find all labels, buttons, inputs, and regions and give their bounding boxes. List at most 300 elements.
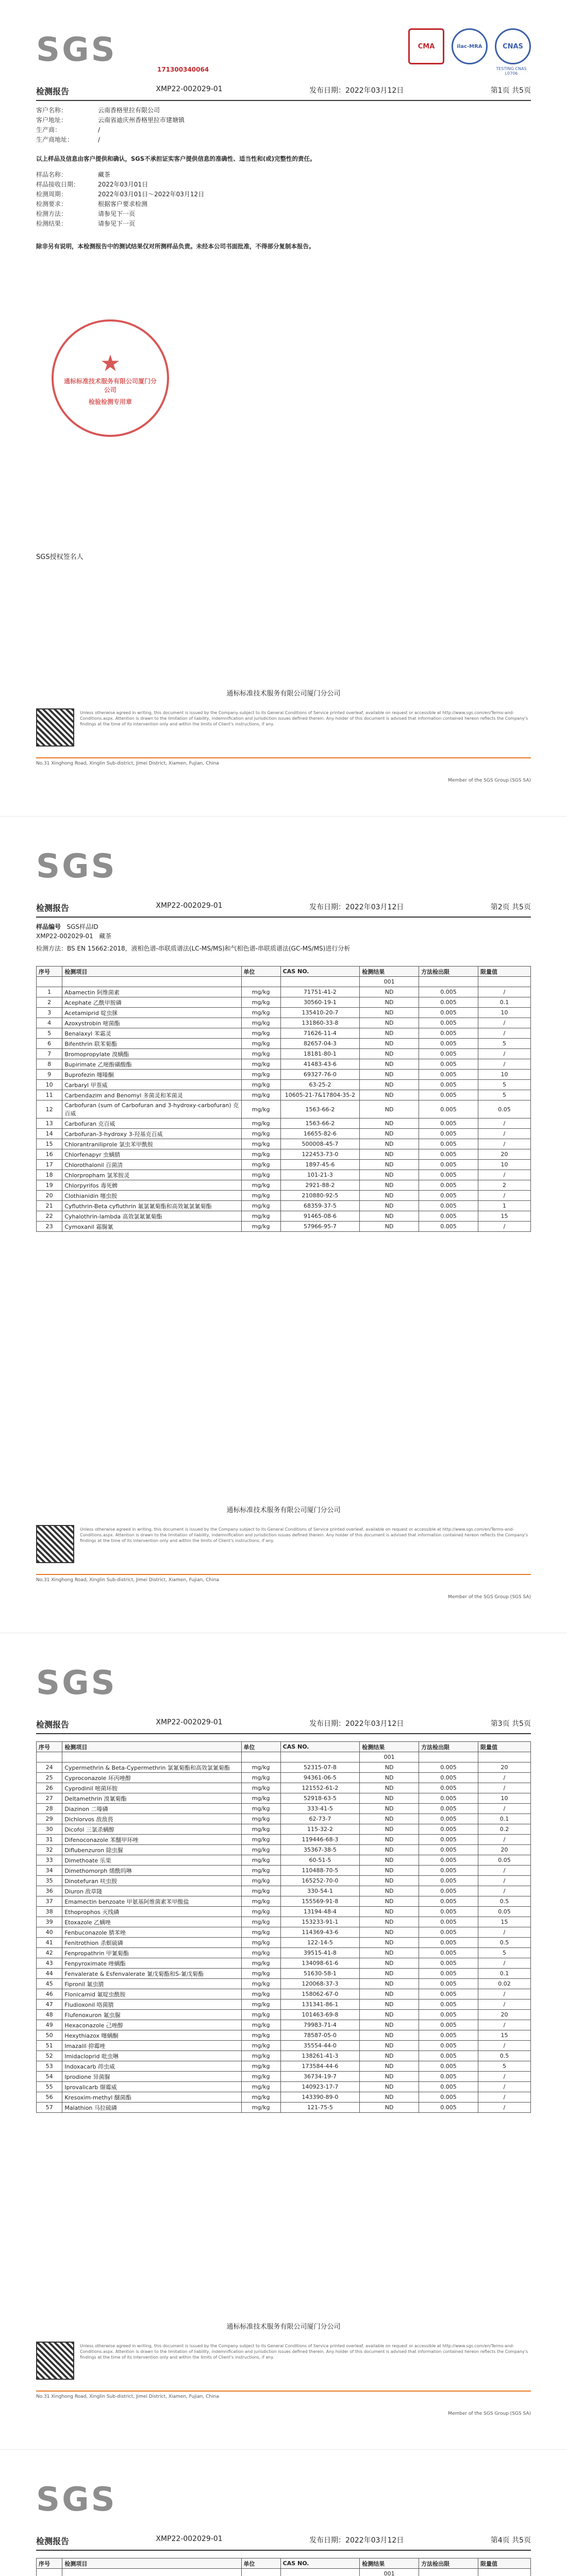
table-cell: ND — [360, 2061, 419, 2072]
table-cell: / — [478, 1049, 530, 1059]
table-cell: 121552-61-2 — [280, 1783, 360, 1793]
table-cell: 15 — [37, 1139, 62, 1149]
table-cell: / — [478, 2041, 530, 2051]
table-cell: Emamectin benzoate 甲氨基阿维菌素苯甲酸盐 — [62, 1896, 241, 1907]
table-cell: ND — [360, 2041, 419, 2051]
table-cell: 10 — [478, 1070, 530, 1080]
table-cell: Fipronil 氟虫腈 — [62, 1979, 241, 1989]
table-cell: 48 — [37, 2010, 62, 2020]
table-cell: 140923-17-7 — [280, 2082, 360, 2092]
table-cell: Cyfluthrin-Beta cyfluthrin 氟氯氰菊酯和高效氟氯氰菊酯 — [62, 1201, 241, 1211]
table-cell: ND — [360, 1969, 419, 1979]
footer-rule — [36, 757, 531, 758]
table-row — [37, 1783, 531, 1793]
table-cell: 0.5 — [478, 1896, 530, 1907]
table-cell: 57966-95-7 — [280, 1222, 360, 1232]
table-cell: 0.005 — [419, 2061, 478, 2072]
table-cell: 131860-33-8 — [280, 1018, 360, 1028]
qr-code-icon — [36, 2342, 74, 2380]
table-cell: 15 — [478, 1917, 530, 1927]
subheader-cell — [478, 1752, 530, 1762]
cma-mark-icon: CMA — [408, 28, 444, 64]
table-cell: mg/kg — [241, 2061, 280, 2072]
table-cell: ND — [360, 1191, 419, 1201]
table-row — [37, 1129, 531, 1139]
col-header-item: 检测项目 — [62, 967, 241, 977]
table-row — [37, 2103, 531, 2113]
report-date: 发布日期：2022年03月12日 — [309, 2536, 404, 2545]
table-row — [37, 1896, 531, 1907]
table-cell: mg/kg — [241, 1793, 280, 1804]
table-header-row — [37, 1742, 531, 1752]
field-key: 生产商： — [36, 126, 61, 133]
table-row — [37, 1845, 531, 1855]
table-cell: / — [478, 1783, 530, 1793]
authorized-signature: SGS授权签名人 — [36, 553, 84, 561]
table-cell: mg/kg — [241, 1129, 280, 1139]
table-cell: 5 — [478, 1090, 530, 1100]
table-cell: 138261-41-3 — [280, 2051, 360, 2061]
table-cell: 60-51-5 — [280, 1855, 360, 1866]
table-cell: Chlorfenapyr 虫螨腈 — [62, 1149, 241, 1160]
table-cell: / — [478, 1222, 530, 1232]
table-cell: 0.005 — [419, 1948, 478, 1958]
subheader-cell: 001 — [360, 2569, 419, 2576]
col-header-unit: 单位 — [241, 2558, 280, 2569]
report-title: 检测报告 — [36, 903, 70, 913]
table-cell: / — [478, 1191, 530, 1201]
table-cell: 10605-21-7&17804-35-2 — [280, 1090, 360, 1100]
field-value: 根据客户要求检测 — [98, 200, 148, 208]
table-cell: 9 — [37, 1070, 62, 1080]
table-cell: 0.005 — [419, 2020, 478, 2030]
results-table-3 — [36, 2558, 531, 2576]
table-cell: mg/kg — [241, 2010, 280, 2020]
table-cell: 0.005 — [419, 1018, 478, 1028]
footer-address: No.31 Xinghong Road, Xinglin Sub-district, Jimei District, Xiamen, Fujian, China — [36, 2394, 219, 2399]
table-cell: Difenoconazole 苯醚甲环唑 — [62, 1835, 241, 1845]
table-cell: 0.005 — [419, 1028, 478, 1039]
table-cell: Cyprodinil 嘧菌环胺 — [62, 1783, 241, 1793]
table-cell: 0.5 — [478, 1938, 530, 1948]
table-cell: ND — [360, 1927, 419, 1938]
table-row — [37, 987, 531, 997]
table-cell: Hexythiazox 噻螨酮 — [62, 2030, 241, 2041]
col-header-cas: CAS NO. — [280, 2558, 360, 2569]
table-cell: / — [478, 2092, 530, 2103]
table-cell: 330-54-1 — [280, 1886, 360, 1896]
table-cell: / — [478, 1804, 530, 1814]
table-cell: 14 — [37, 1129, 62, 1139]
table-cell: 42 — [37, 1948, 62, 1958]
table-cell: 26 — [37, 1783, 62, 1793]
terms-fineprint: Unless otherwise agreed in writing, this document is issued by the Company subject to its General Conditions of Service printed overleaf, available on request or accessible at http://www.sgs.com/en/Terms-and-Conditions.aspx. Attention is drawn to the limitation of liability, indemnification and jurisdiction issues defined therein. Any holder of this document is advised that information contained hereon reflects the Company's findings at the time of its intervention only and within the limits of Client's instructions, if any. — [80, 1527, 528, 1543]
table-cell: 0.005 — [419, 1211, 478, 1222]
table-cell: ND — [360, 1835, 419, 1845]
table-row — [37, 1855, 531, 1866]
table-cell: 32 — [37, 1845, 62, 1855]
table-cell: 56 — [37, 2092, 62, 2103]
table-cell: ND — [360, 1958, 419, 1969]
table-cell: 0.005 — [419, 2041, 478, 2051]
table-cell: mg/kg — [241, 1201, 280, 1211]
table-cell: 12 — [37, 1100, 62, 1118]
table-cell: 36 — [37, 1886, 62, 1896]
sgs-member-note: Member of the SGS Group (SGS SA) — [448, 1595, 531, 1600]
terms-fineprint: Unless otherwise agreed in writing, this document is issued by the Company subject to its General Conditions of Service printed overleaf, available on request or accessible at http://www.sgs.com/en/Terms-and-Conditions.aspx. Attention is drawn to the limitation of liability, indemnification and jurisdiction issues defined therein. Any holder of this document is advised that information contained hereon reflects the Company's findings at the time of its intervention only and within the limits of Client's instructions, if any. — [80, 2344, 528, 2360]
table-cell: mg/kg — [241, 1999, 280, 2010]
table-cell: 0.005 — [419, 1896, 478, 1907]
table-cell: 0.05 — [478, 1100, 530, 1118]
table-cell: 57 — [37, 2103, 62, 2113]
table-cell: 173584-44-6 — [280, 2061, 360, 2072]
table-cell: mg/kg — [241, 1211, 280, 1222]
table-cell: ND — [360, 1814, 419, 1824]
table-cell: 0.005 — [419, 1989, 478, 1999]
table-cell: mg/kg — [241, 2082, 280, 2092]
table-cell: 0.005 — [419, 1080, 478, 1090]
sgs-logo: SGS — [36, 2481, 117, 2519]
table-row — [37, 1170, 531, 1180]
table-cell: ND — [360, 1160, 419, 1170]
subheader-cell — [62, 1752, 241, 1762]
table-cell: 0.005 — [419, 1160, 478, 1170]
table-cell: 34 — [37, 1866, 62, 1876]
table-row — [37, 1201, 531, 1211]
table-cell: 41483-43-6 — [280, 1059, 360, 1070]
table-cell: 35367-38-5 — [280, 1845, 360, 1855]
official-stamp — [52, 319, 169, 437]
table-cell: ND — [360, 1170, 419, 1180]
table-cell: Dinotefuran 呋虫胺 — [62, 1876, 241, 1886]
field-value: 请参见下一页 — [98, 210, 136, 217]
table-cell: Fenbuconazole 腈苯唑 — [62, 1927, 241, 1938]
table-cell: Indoxacarb 茚虫威 — [62, 2061, 241, 2072]
table-cell: 38 — [37, 1907, 62, 1917]
report-title: 检测报告 — [36, 87, 70, 96]
table-cell: Chlorothalonil 百菌清 — [62, 1160, 241, 1170]
terms-fineprint: Unless otherwise agreed in writing, this document is issued by the Company subject to its General Conditions of Service printed overleaf, available on request or accessible at http://www.sgs.com/en/Terms-and-Conditions.aspx. Attention is drawn to the limitation of liability, indemnification and jurisdiction issues defined therein. Any holder of this document is advised that information contained hereon reflects the Company's findings at the time of its intervention only and within the limits of Client's instructions, if any. — [80, 710, 528, 726]
col-header-result: 检测结果 — [360, 1742, 419, 1752]
col-header-cas: CAS NO. — [280, 967, 360, 977]
table-cell: 0.005 — [419, 1886, 478, 1896]
table-cell: / — [478, 1018, 530, 1028]
col-header-item: 检测项目 — [62, 2558, 241, 2569]
table-cell: 20 — [478, 2010, 530, 2020]
report-header — [36, 1718, 531, 1734]
sgs-logo: SGS — [36, 1664, 117, 1702]
table-cell: / — [478, 1999, 530, 2010]
table-cell: ND — [360, 1070, 419, 1080]
table-cell: ND — [360, 987, 419, 997]
table-row — [37, 1018, 531, 1028]
results-table-1 — [36, 966, 531, 1232]
table-cell: 44 — [37, 1969, 62, 1979]
table-header-row — [37, 2558, 531, 2569]
table-row — [37, 1070, 531, 1080]
table-cell: 39515-41-8 — [280, 1948, 360, 1958]
table-row — [37, 1917, 531, 1927]
table-cell: Clothianidin 噻虫胺 — [62, 1191, 241, 1201]
table-cell: Carbofuran (sum of Carbofuran and 3-hydroxy-carbofuran) 克百威 — [62, 1100, 241, 1118]
star-icon: ★ — [100, 350, 121, 377]
table-cell: mg/kg — [241, 1160, 280, 1170]
table-cell: 19 — [37, 1180, 62, 1191]
table-cell: 0.005 — [419, 1191, 478, 1201]
table-row — [37, 997, 531, 1008]
table-row — [37, 2051, 531, 2061]
field-value: 云南香格里拉有限公司 — [98, 107, 160, 114]
client-fields — [36, 106, 531, 145]
table-cell: 0.005 — [419, 1958, 478, 1969]
table-subheader-row — [37, 977, 531, 987]
sample-fields — [36, 170, 531, 229]
table-cell: ND — [360, 2092, 419, 2103]
table-cell: 2 — [478, 1180, 530, 1191]
table-cell: mg/kg — [241, 1170, 280, 1180]
table-cell: 1 — [37, 987, 62, 997]
table-cell: Bifenthrin 联苯菊酯 — [62, 1039, 241, 1049]
table-cell: ND — [360, 1118, 419, 1129]
stamp-subtext: 检验检测专用章 — [88, 398, 132, 405]
table-cell: ND — [360, 1979, 419, 1989]
footer-address: No.31 Xinghong Road, Xinglin Sub-district, Jimei District, Xiamen, Fujian, China — [36, 1578, 219, 1583]
table-cell: mg/kg — [241, 1948, 280, 1958]
table-cell: Carbaryl 甲萘威 — [62, 1080, 241, 1090]
table-row — [37, 1090, 531, 1100]
report-number: XMP22-002029-01 — [156, 85, 223, 93]
table-cell: mg/kg — [241, 1958, 280, 1969]
table-cell: 13 — [37, 1118, 62, 1129]
subheader-cell: 001 — [360, 977, 419, 987]
table-cell: Chlorantraniliprole 氯虫苯甲酰胺 — [62, 1139, 241, 1149]
results-table — [36, 966, 531, 1232]
table-cell: 30560-19-1 — [280, 997, 360, 1008]
table-cell: ND — [360, 1762, 419, 1773]
table-cell: 5 — [478, 1039, 530, 1049]
ilac-mark-icon: ilac-MRA — [452, 28, 488, 64]
table-cell: mg/kg — [241, 1139, 280, 1149]
field-key: 检测要求： — [36, 200, 68, 208]
table-row — [37, 1814, 531, 1824]
table-cell: Carbofuran 克百威 — [62, 1118, 241, 1129]
table-cell: 39 — [37, 1917, 62, 1927]
table-row — [37, 1824, 531, 1835]
field-value: 藏茶 — [98, 171, 111, 178]
footer-rule — [36, 1574, 531, 1575]
report-number: XMP22-002029-01 — [156, 2535, 223, 2543]
footer-company-cn: 通标标准技术服务有限公司厦门分公司 — [226, 690, 341, 698]
sgs-member-note: Member of the SGS Group (SGS SA) — [448, 778, 531, 783]
table-cell: 143390-89-0 — [280, 2092, 360, 2103]
table-row — [37, 1191, 531, 1201]
sample-info — [36, 922, 531, 953]
col-header-unit: 单位 — [241, 1742, 280, 1752]
table-cell: / — [478, 1886, 530, 1896]
table-row — [37, 1211, 531, 1222]
table-cell: 10 — [478, 1793, 530, 1804]
table-cell: ND — [360, 2072, 419, 2082]
table-cell: ND — [360, 1139, 419, 1149]
col-header-cas: CAS NO. — [280, 1742, 360, 1752]
table-cell: mg/kg — [241, 2030, 280, 2041]
table-cell: Fenvalerate & Esfenvalerate 氰戊菊酯和S-氰戊菊酯 — [62, 1969, 241, 1979]
table-cell: Diazinon 二嗪磷 — [62, 1804, 241, 1814]
table-cell: / — [478, 1773, 530, 1783]
table-cell: 62-73-7 — [280, 1814, 360, 1824]
subheader-cell — [62, 977, 241, 987]
disclaimer: 除非另有说明，本检测报告中的测试结果仅对所测样品负责。未经本公司书面批准，不得部分复制本报告。 — [36, 243, 315, 250]
table-cell: 40 — [37, 1927, 62, 1938]
table-cell: ND — [360, 1222, 419, 1232]
table-cell: mg/kg — [241, 1059, 280, 1070]
table-cell: Acetamiprid 啶虫脒 — [62, 1008, 241, 1018]
table-row — [37, 1008, 531, 1018]
table-cell: mg/kg — [241, 1090, 280, 1100]
col-header-no: 序号 — [37, 967, 62, 977]
table-cell: mg/kg — [241, 1886, 280, 1896]
table-cell: ND — [360, 2020, 419, 2030]
table-cell: Malathion 马拉硫磷 — [62, 2103, 241, 2113]
col-header-limit: 限量值 — [478, 1742, 530, 1752]
report-header — [36, 902, 531, 918]
table-cell: Benalaxyl 苯霜灵 — [62, 1028, 241, 1039]
table-cell: 0.02 — [478, 1979, 530, 1989]
table-cell: 69327-76-0 — [280, 1070, 360, 1080]
table-cell: 7 — [37, 1049, 62, 1059]
table-cell: 0.005 — [419, 1824, 478, 1835]
table-cell: Buprofezin 噻嗪酮 — [62, 1070, 241, 1080]
table-cell: 0.005 — [419, 1907, 478, 1917]
field-key: 客户名称： — [36, 107, 68, 114]
subheader-cell — [37, 2569, 62, 2576]
table-cell: 0.005 — [419, 1855, 478, 1866]
table-cell: 51630-58-1 — [280, 1969, 360, 1979]
client-statement: 以上样品及信息由客户提供和确认，SGS不承担证实客户提供信息的准确性、适当性和(或)完整性的责任。 — [36, 155, 316, 162]
table-cell: mg/kg — [241, 1149, 280, 1160]
table-cell: 101463-69-8 — [280, 2010, 360, 2020]
table-row — [37, 2041, 531, 2051]
table-cell: 10 — [478, 1160, 530, 1170]
table-cell: Fludioxonil 咯菌腈 — [62, 1999, 241, 2010]
field-row — [36, 115, 531, 125]
table-cell: mg/kg — [241, 1824, 280, 1835]
field-row — [36, 106, 531, 115]
table-cell: mg/kg — [241, 1855, 280, 1866]
table-cell: ND — [360, 1948, 419, 1958]
table-cell: 0.005 — [419, 1979, 478, 1989]
table-cell: ND — [360, 1896, 419, 1907]
table-cell: 155569-91-8 — [280, 1896, 360, 1907]
table-cell: Flufenoxuron 氟虫脲 — [62, 2010, 241, 2020]
table-cell: ND — [360, 2010, 419, 2020]
table-cell: 91465-08-6 — [280, 1211, 360, 1222]
report-header — [36, 2535, 531, 2551]
table-cell: ND — [360, 1855, 419, 1866]
table-cell: 16655-82-6 — [280, 1129, 360, 1139]
table-cell: 210880-92-5 — [280, 1191, 360, 1201]
cnas-caption: TESTING CNAS L0706 — [496, 66, 527, 76]
sgs-member-note: Member of the SGS Group (SGS SA) — [448, 2411, 531, 2416]
table-cell: ND — [360, 1018, 419, 1028]
table-cell: 0.005 — [419, 1118, 478, 1129]
table-cell: mg/kg — [241, 1845, 280, 1855]
sgs-logo: SGS — [36, 848, 117, 886]
table-cell: / — [478, 1129, 530, 1139]
table-cell: 52315-07-8 — [280, 1762, 360, 1773]
field-key: 检测结果： — [36, 220, 68, 227]
field-row — [36, 199, 531, 209]
table-cell: 23 — [37, 1222, 62, 1232]
table-cell: mg/kg — [241, 1989, 280, 1999]
table-cell: mg/kg — [241, 1180, 280, 1191]
table-cell: ND — [360, 1100, 419, 1118]
table-cell: 0.005 — [419, 1059, 478, 1070]
table-cell: Carbendazim and Benomyl 多菌灵和苯菌灵 — [62, 1090, 241, 1100]
table-cell: 0.005 — [419, 2030, 478, 2041]
table-cell: 45 — [37, 1979, 62, 1989]
table-cell: 52 — [37, 2051, 62, 2061]
table-cell: 68359-37-5 — [280, 1201, 360, 1211]
table-cell: Abamectin 阿维菌素 — [62, 987, 241, 997]
table-cell: 0.005 — [419, 1845, 478, 1855]
table-cell: 52918-63-5 — [280, 1793, 360, 1804]
table-row — [37, 1100, 531, 1118]
table-cell: 0.005 — [419, 2082, 478, 2092]
table-cell: 0.005 — [419, 1149, 478, 1160]
table-cell: 36734-19-7 — [280, 2072, 360, 2082]
report-title: 检测报告 — [36, 1720, 70, 1730]
table-cell: ND — [360, 1008, 419, 1018]
table-row — [37, 1989, 531, 1999]
field-value: 请参见下一页 — [98, 220, 136, 227]
table-cell: mg/kg — [241, 2051, 280, 2061]
table-row — [37, 1938, 531, 1948]
table-cell: / — [478, 1927, 530, 1938]
table-cell: 27 — [37, 1793, 62, 1804]
table-cell: ND — [360, 2082, 419, 2092]
qr-code-icon — [36, 708, 74, 747]
table-cell: Chlorpyrifos 毒死蜱 — [62, 1180, 241, 1191]
footer-address: No.31 Xinghong Road, Xinglin Sub-district, Jimei District, Xiamen, Fujian, China — [36, 761, 219, 766]
table-cell: / — [478, 1118, 530, 1129]
field-key: 样品接收日期： — [36, 181, 80, 188]
table-cell: / — [478, 1866, 530, 1876]
table-row — [37, 1028, 531, 1039]
table-cell: ND — [360, 1783, 419, 1793]
table-cell: 51 — [37, 2041, 62, 2051]
table-cell: 5 — [478, 1948, 530, 1958]
col-header-no: 序号 — [37, 2558, 62, 2569]
table-cell: ND — [360, 1804, 419, 1814]
table-cell: ND — [360, 1211, 419, 1222]
report-date: 发布日期：2022年03月12日 — [309, 1720, 404, 1728]
table-cell: mg/kg — [241, 1762, 280, 1773]
table-cell: 6 — [37, 1039, 62, 1049]
page-number: 第3页 共5页 — [490, 1720, 531, 1728]
table-row — [37, 1118, 531, 1129]
table-cell: ND — [360, 1773, 419, 1783]
table-cell: mg/kg — [241, 1222, 280, 1232]
table-row — [37, 1149, 531, 1160]
field-row — [36, 125, 531, 135]
table-cell: 0.005 — [419, 1201, 478, 1211]
table-row — [37, 1999, 531, 2010]
table-cell: ND — [360, 1917, 419, 1927]
table-cell: 0.005 — [419, 1876, 478, 1886]
footer-company-cn: 通标标准技术服务有限公司厦门分公司 — [226, 1506, 341, 1514]
table-cell: 121-75-5 — [280, 2103, 360, 2113]
